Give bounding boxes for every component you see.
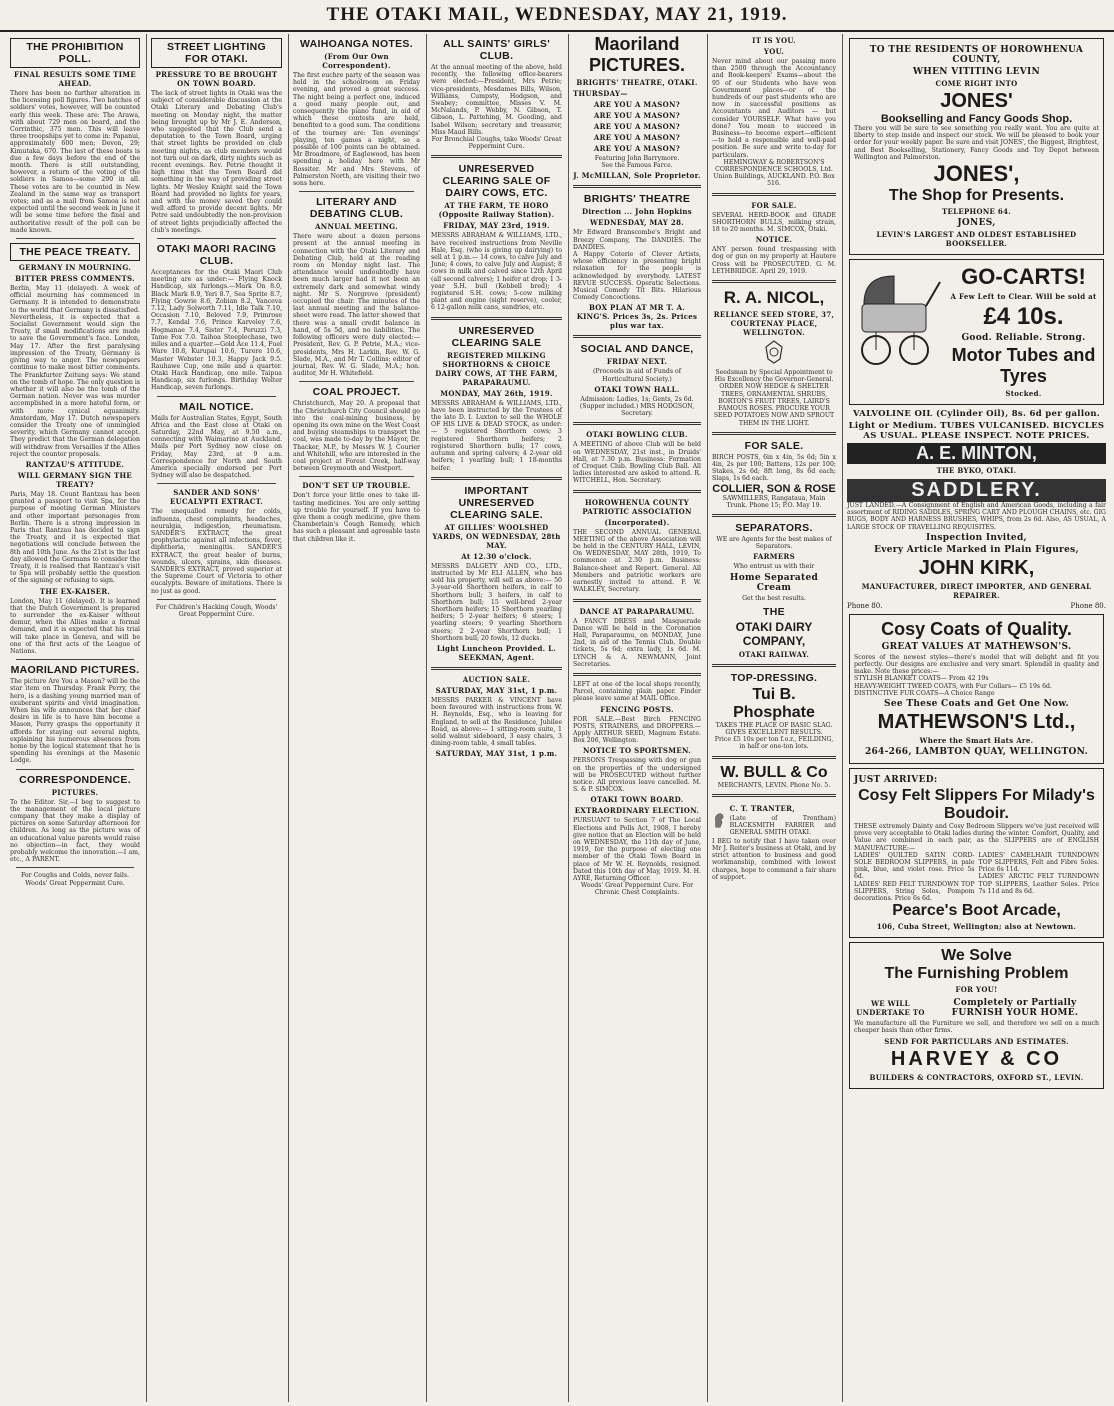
ad-auction-heading: AUCTION SALE. — [462, 674, 531, 684]
column-4 — [426, 34, 566, 1402]
ad-heading: SEPARATORS. — [735, 521, 813, 534]
article-text: Mails for Australian States, Egypt, South Africa and the East close at Otaki on Saturday, 22nd May, at 9.50 a.m., connecting with Waimarino at Auckland. Mails per Port Sydney now close on Friday, May 23rd, at 9 a.m. Correspondence for North and South America specially endorsed per Port Sydney will also be despatched. — [151, 414, 282, 480]
ad-heading: W. BULL & Co — [720, 763, 828, 781]
article-text: Christchurch, May 20. A proposal that the Christchurch City Council should go into the coal-mining business, by opening its own mine on the West Coast and buying steamships to transport the coal, was made to-day by the Mayor, Dr. Thacker, M.P., by Messrs W. J. Courier and Whitehill, who are interested in the coal project at Forest Creek, half-way between Greymouth and Westport. — [293, 400, 420, 473]
ad-text: BIRCH POSTS, 6in x 4in, 5s 6d; 5in x 4in, 2s per 100; Battens, 12s per 100; Stakes, 2s 6d; 8ft long, 8s 6d each; Slaps, 1s 6d each. — [712, 453, 836, 483]
ad-text: There you will be sure to see something you really want. You are quite at liberty to step inside and inspect our stock. We will be pleased to book your order for your weekly paper. Be sure and visit JONES', the Biggest, Brightest, and Best Bookselling, Stationery, Fancy Goods and Toy Depot between Wellington and Palmerston. — [854, 125, 1099, 161]
ad-date: SATURDAY, MAY 31st, 1 p.m. — [435, 749, 558, 759]
ad-text: HEMINGWAY & ROBERTSON'S CORRESPONDENCE SCHOOLS, Ltd. Union Buildings, AUCKLAND. P.O. Box 516. — [713, 158, 835, 188]
ad-heading: Tui B. Phosphate — [733, 685, 815, 721]
headline-mail-notice: MAIL NOTICE. — [179, 400, 254, 413]
ad-film-title: ARE YOU A MASON? — [593, 133, 681, 142]
pram-icon — [854, 264, 944, 374]
headline-peace-treaty: THE PEACE TREATY. — [10, 243, 140, 261]
ad-date: WEDNESDAY, MAY 28. — [589, 218, 685, 228]
ad-heading: The Shop for Presents. — [888, 187, 1065, 205]
ad-text: LADIES' ARCTIC FELT TURNDOWN TOP SLIPPERS, Leather Soles. Price 7s 11d and 8s 6d. — [978, 873, 1099, 895]
article-text: Don't force your little ones to take ill-tasting medicines. You are only setting up trouble for yourself. If you have to give them a cough medicine, give them Chamberlain's Cough Remedy, which has such a pleasant and agreeable taste that children like it. — [293, 492, 420, 543]
article-text: Berlin, May 11 (delayed). A week of official mourning has commenced in Germany. It is intended to demonstrate to the world that Germany is dissatisfied. Nevertheless, it is expected that a Socialist Government would sign the Treaty, if small modifications are made to save the Government's face. London, May 17. After the first paralysing impression of the Treaty, Germany is giving way to anger. The newspapers continue to make most bitter comments. The Frankfurter Zeitung says: We stand on the tomb of hope. The only question is whether it will also be the tomb of the German nation. Never was was murder accomplished in a more hateful form, or with more cynical equanimity. Amsterdam, May 17. Dutch newspapers consider the Treaty one of unmingled severity, which Germany cannot accept. They predict that the German delegation will withdraw from Versailles if the Allies reject the counter proposals. — [10, 285, 141, 458]
ad-text: FOR YOU! — [955, 985, 998, 995]
divider — [157, 238, 276, 239]
ad-film-title: ARE YOU A MASON? — [593, 111, 681, 120]
ad-text: Where the Smart Hats Are. — [919, 736, 1034, 746]
article-text: London, May 11 (delayed). It is learned that the Dutch Government is prepared to surrender the ex-Kaiser without demur, when the Allies make a formal demand, and it is expected that his trial will take place in Geneva, and will be one of the first acts of the League of Nations. — [10, 597, 140, 655]
divider — [573, 335, 701, 338]
column-5 — [568, 34, 705, 1402]
ad-heading: JONES' — [940, 90, 1013, 112]
divider — [157, 396, 276, 397]
ad-date: SATURDAY, MAY 31st, 1 p.m. — [435, 685, 558, 695]
ad-heading: DANCE AT PARAPARAUMU. — [579, 606, 695, 616]
ad-text: SEND FOR PARTICULARS AND ESTIMATES. — [884, 1036, 1069, 1046]
ad-jones — [849, 38, 1104, 255]
ad-text: JONES, — [957, 218, 996, 229]
ad-heading: Cosy Felt Slippers For Milady's Boudoir. — [858, 787, 1095, 823]
ad-text: SEVERAL HERD-BOOK and GRADE SHORTHORN BULLS, milking strain, 18 to 20 months. M. SIMCOX, Otaki. — [712, 211, 836, 234]
ad-text: Who entrust us with their — [733, 563, 815, 571]
ad-text: Featuring John Barrymore. — [594, 155, 680, 162]
article-text: To the Editor. Sir,—I beg to suggest to the management of the local picture company that they make a display of pictures on some Saturday afternoon for children. As long as the picture was of an educational value parents would raise no objection—in fact, they would probably welcome the innovation.—I am, etc., A PARENT. — [10, 798, 140, 864]
ad-text: THESE extremely Dainty and Cosy Bedroom Slippers we've just received will prove very acceptable to Otaki ladies during the winter. Comfort, Quality, and Value are combined in each pair, as the SLIPPERS are of ENGLISH MANUFACTURE:— — [854, 823, 1099, 852]
ad-price: £4 10s. — [983, 303, 1064, 331]
divider — [573, 490, 701, 493]
divider — [712, 280, 836, 283]
column-7 — [842, 34, 1110, 1402]
ad-heading: COLLIER, SON & ROSE — [712, 482, 836, 495]
ad-heading: HARVEY & CO — [890, 1047, 1063, 1070]
ad-text: Admission: Ladies, 1s; Gents, 2s 6d. (Supper included.) MRS HODGSON, Secretary. — [579, 395, 695, 418]
ad-heading: THE — [763, 605, 785, 618]
ad-heading: Bookselling and Fancy Goods Shop. — [880, 113, 1073, 125]
ad-date: FRIDAY, MAY 23rd, 1919. — [443, 221, 550, 231]
ad-heading: The Furnishing Problem — [884, 965, 1069, 983]
article-text: There has been no further alteration in the licensing poll figures. Two batches of soldiers' votes, however, will be counted early this week. These are: The Arawa, with about 729 men on board, and the Corrinthic, 375 men. This will leave three troopships yet to come in: Papanui, approximately 600 men; Devon, 29; Kimutaka, 670. The last of these boats is due a few days before the end of the month. There is still outstanding, however, a return of the voting of the soldiers in Samoa—some 290 in all. These votes are to be counted in New Zealand in the same way as transport votes; and as a mail from Samoa is not expected until the second week in June it will be some time before the final and authoritative result of the poll can be made known. — [10, 90, 140, 234]
ad-text: OTAKI TOWN HALL. — [594, 384, 680, 394]
divider — [712, 514, 836, 517]
ad-text: PURSUANT to Section 7 of The Local Elections and Polls Act, 1908, I hereby give notice that an Election will be held on WEDNESDAY, the 11th day of June, 1919, for the purpose of electing one member of the Otaki Town Board in place of Mr W. H. Reynolds, resigned. Dated this 10th day of May, 1919. M. H. AYRE, Returning Officer. — [573, 817, 701, 882]
ad-mathewsons — [849, 614, 1104, 764]
ad-text: Get the best results. — [742, 594, 806, 602]
ad-text: LADIES' RED FELT TURNDOWN TOP SLIPPERS, String Soles, Pompom decorations. Price 6s 6d. — [854, 880, 975, 903]
ad-text: Completely or Partially FURNISH YOUR HOME. — [951, 998, 1079, 1019]
ad-text: BRIGHTS' THEATRE, OTAKI. — [576, 78, 698, 87]
ad-heading: PICTURES. — [588, 55, 685, 75]
ad-film-title: ARE YOU A MASON? — [593, 144, 681, 153]
ad-heading: EXTRAORDINARY ELECTION. — [574, 806, 700, 816]
ad-text: 106, Cuba Street, Wellington; also at Newtown. — [876, 922, 1077, 932]
ad-text: A MEETING of above Club will be held on WEDNESDAY, 21st inst., in Druids' Hall, at 7.30 p.m. Business: Formation of Croquet Club. Bowling Club Ball. All ladies interested are asked to attend. R. WITCHELL, Hon. Secretary. — [573, 441, 701, 485]
ad-heading: A. E. MINTON, — [847, 443, 1106, 464]
ad-text: VALVOLINE OIL (Cylinder Oil), 8s. 6d per gallon. — [852, 409, 1101, 420]
ad-text: AT THE FARM, TE HORO (Opposite Railway Station). — [438, 201, 555, 220]
ad-text: Inspection Invited, — [926, 532, 1027, 543]
subhead: RANTZAU'S ATTITUDE. — [25, 459, 125, 469]
headline-literary-club: LITERARY AND DEBATING CLUB. — [309, 196, 404, 221]
subhead: (From Our Own Correspondent). — [322, 52, 391, 70]
ad-text: JUST ARRIVED: — [854, 775, 938, 786]
article-text: Acceptances for the Otaki Maori Club meeting are as under:— Flying Knock Handicap, six furlongs.—Mark On 8.0, Black Mark 8.9, Yeri 8.7, Sea Sprite 8.7, Flying Gowrie 8.6, Zobian 8.2, Vanceva 7.12, Lady Solworth 7.11, Idle Talk 7.10, Occasion 7.10, Beloved 7.9, Primrose 7.7, Kendal 7.6, Prince Karveley 7.6, Hogmanae 7.4, Sister 7.4, Peruzzi 7.3, Tame Fox 7.0. Taihoa Steeplechase, two miles and a quarter.—Gold Ace 11.4, Fuel Ware 10.8, Kurupai 10.6, Turere 10.6, Master Webster 10.3, Happy Jack 9.5. Rauhawe Cup, one mile and a quarter. Otaki Hack Handicap, one mile. Taipua Handicap, six furlongs. Birthday Welter Handicap, seven furlongs. — [151, 269, 282, 392]
ad-text: We manufacture all the Furniture we sell, and therefore we sell on a much cheaper basis than other firms. — [854, 1020, 1099, 1035]
ad-text: Light or Medium. TUBES VULCANISED. BICYCLES AS USUAL. PLEASE INSPECT. NOTE PRICES. — [848, 421, 1105, 442]
ad-text: HEAVY-WEIGHT TWEED COATS, with Fur Collars— £5 19s 6d. — [854, 682, 1052, 690]
headline-coal-project: COAL PROJECT. — [312, 386, 401, 399]
ad-heading: OTAKI BOWLING CLUB. — [586, 430, 688, 440]
ad-heading: We Solve — [941, 947, 1012, 965]
horse-head-icon — [712, 802, 726, 838]
ad-heading: SOCIAL AND DANCE, — [580, 343, 694, 356]
ad-text: LEVIN'S LARGEST AND OLDEST ESTABLISHED BOOKSELLER. — [876, 230, 1077, 249]
ad-text: FRIDAY NEXT. — [606, 357, 668, 367]
masthead-title: THE OTAKI MAIL, WEDNESDAY, MAY 21, 1919. — [326, 4, 788, 25]
ad-heading: NOTICE TO SPORTSMEN. — [583, 746, 691, 756]
footer-note: For Coughs and Colds, never fails. Woods' Great Peppermint Cure. — [20, 872, 130, 887]
ad-text: COME RIGHT INTO — [935, 79, 1018, 88]
subhead: PRESSURE TO BE BROUGHT ON TOWN BOARD. — [155, 70, 278, 88]
ad-date: MONDAY, MAY 26th, 1919. — [440, 388, 553, 398]
ad-text: JUST LANDED.—A Consignment of English and American Goods, including a fair assortment of RIDING SADDLES, SPRING CART AND PLOUGH CHAINS, etc. GIG RUGS, BODY AND HARNESS BRUSHES, WHIPS, from 2s 6d. Also, AS USUAL, A LARGE STOCK OF TRAVELLING REQUISITES. — [847, 502, 1106, 531]
ad-text: GREAT VALUES AT MATHEWSON'S. — [881, 641, 1072, 652]
headline-girls-club: ALL SAINTS' GIRLS' CLUB. — [442, 38, 551, 62]
subhead: DON'T SET UP TROUBLE. — [302, 481, 411, 491]
ad-text: See the Famous Farce. — [601, 162, 673, 170]
ad-text: Phone 80. — [847, 601, 883, 610]
article-text: The picture Are You a Mason? will be the star item on Thursday. Frank Perry, the hero, is a dashing young married man of exuberant spirits and vivid imagination. When his wife announces that her chief desire in life is to have him become a Mason, Perry grasps the opportunity it affords for staying out several nights, explaining his numerous absences from home by the logical statement that he is spending his evenings at the Masonic Lodge. — [10, 678, 140, 765]
ad-heading: FOR SALE. — [744, 439, 804, 452]
ad-text: BOX PLAN AT MR T. A. KING'S. Prices 3s, 2s. Prices plus war tax. — [576, 303, 698, 331]
ad-text: LEFT at one of the local shops recently, Parcel, containing plain paper. Finder please leave same at MAIL Office. — [573, 680, 701, 703]
divider — [157, 599, 276, 600]
headline-waihoanga: WAIHOANGA NOTES. — [300, 38, 413, 50]
ad-heading: Pearce's Boot Arcade, — [892, 902, 1061, 920]
ad-text: ANY person found trespassing with dog or gun on my property at Hautere Cross will be PROSECUTED. G. M. LETHBRIDGE. April 29, 1919. — [712, 246, 836, 275]
ad-heading: C. T. TRANTER, — [729, 803, 795, 813]
ad-furnish-row — [854, 996, 1099, 1020]
ad-heading: Cosy Coats of Quality. — [881, 618, 1072, 639]
ad-text: MANUFACTURER, DIRECT IMPORTER, AND GENERAL REPAIRER. — [861, 581, 1092, 600]
ad-text: MESSRS PARKER & VINCENT have been favoured with instructions from W. H. Reynolds, Esq., who is leaving for England, to sell at the Residence, Jubilee Road, as above:— 1 sitting-room suite, 1 solid walnut sideboard, 3 easy chairs, 3 dining-room table, 4 small tables. — [431, 696, 562, 748]
article-text: Paris, May 18. Count Rantzau has been granted a passport to visit Spa, for the purpose of meeting German Ministers and other important personages from Berlin. There is a strong impression in Paris that Rantzau has decided to sign the Treaty, and it is expected that negotiations will conclude between the 8th and 10th June. As the 21st is the last day allowed the Germans to consider the Treaty, it is realised that Rantzau's visit to Spa will probably settle the question of the signing or refusing to sign. — [10, 490, 140, 585]
column-3 — [288, 34, 424, 1402]
ad-heading: Motor Tubes and Tyres — [951, 345, 1096, 387]
ad-text: Seedsman by Special Appointment to His Excellency the Governor-General. ORDER NOW HEDGE & SHELTER TREES, ORNAMENTAL SHRUBS, BORTON'S FRUIT TREES, LAIRD'S FAMOUS ROSES. PROCURE YOUR SEED POTATOES NOW AND SPROUT THEM IN THE LIGHT. — [713, 369, 835, 427]
ad-heading: BRIGHTS' THEATRE — [583, 193, 691, 206]
ad-text: LADIES' CAMELHAIR TURNDOWN TOP SLIPPERS, Felt and Fibre Soles. Price 6s 11d. — [978, 851, 1099, 874]
ad-text: OTAKI RAILWAY. — [738, 649, 810, 659]
ad-text: (Late of Trentham) BLACKSMITH FARRIER and GENERAL SMITH OTAKI. — [729, 814, 836, 837]
ad-film-title: ARE YOU A MASON? — [593, 122, 681, 131]
ad-heading: IT IS YOU. — [752, 36, 796, 45]
ad-text: J. McMILLAN, Sole Proprietor. — [573, 171, 701, 181]
footer-note: For Bronchial Coughs, take Woods' Great Peppermint Cure. — [431, 136, 562, 151]
ad-text: Direction ... John Hopkins — [581, 207, 693, 217]
ad-text: LADIES' QUILTED SATIN CORD-SOLE BEDROOM SLIPPERS, in pale pink, blue, and violet rose. Price 5s 6d. — [854, 851, 975, 881]
ad-text: WE are Agents for the best makes of Separators. — [716, 535, 832, 551]
divider — [299, 381, 414, 382]
ad-text: Price £5 10s per ton f.o.r., FEILDING, in half or one-ton lots. — [714, 736, 834, 751]
ad-heading: FENCING POSTS. — [600, 704, 674, 714]
ad-text: DISTINCTIVE FUR COATS—A Choice Range — [854, 689, 995, 697]
divider — [299, 191, 414, 192]
ad-text: AT GILLIES' WOOLSHED YARDS, ON WEDNESDAY, 28th MAY. — [432, 522, 561, 550]
article-text: The first euchre party of the season was held in the schoolroom on Friday evening, and proved a great success. The night being a perfect one, induced a good many people out, and consequently the piano fund, in aid of which these contests are held, benefited to a good sum. The conditions of the tourney are: Ten evenings' playing, ten games a night, so a possible of 100 points can be obtained. Mr Broadmore, of Eaglewood, has been spending a holiday here with Mr Rossiter. Mr and Mrs Stevens, of Palmerston North, are visiting their two sons here. — [293, 72, 420, 188]
divider — [431, 477, 562, 480]
divider — [573, 599, 701, 602]
divider — [712, 794, 836, 797]
ad-text: FARMERS — [753, 552, 795, 562]
ad-text: THE BYKO, OTAKI. — [936, 466, 1017, 476]
ad-text: TO THE RESIDENTS OF HOROWHENUA COUNTY, — [869, 45, 1084, 65]
ad-text: PERSONS Trespassing with dog or gun on the properties of the undersigned will be PROSECUTED without further notice. All previous leave cancelled. M. S. & P. SIMCOX. — [573, 757, 701, 794]
divider — [431, 155, 562, 158]
divider — [299, 476, 414, 477]
subhead: SANDER AND SONS' EUCALYPTI EXTRACT. — [169, 488, 264, 507]
divider — [712, 193, 836, 196]
ad-text: BUILDERS & CONTRACTORS, OXFORD ST., LEVIN. — [869, 1072, 1084, 1082]
divider — [712, 664, 836, 667]
ad-text: RELIANCE SEED STORE, 37, COURTENAY PLACE, WELLINGTON. — [713, 310, 835, 338]
article-text: There were about a dozen persons present at the annual meeting in connection with the Otaki Literary and Debating Club, held at the reading room on Monday night last. The attendance would undoubtedly have been much larger had it not been an extremely dark and somewhat windy night. Mr S. Norgrove (president) occupied the chair. The minutes of the last annual meeting and the balance-sheet were read. The latter showed that there was a small credit balance in hand, of 5s 5d, and no liabilities. The following officers were duly elected:—President, Rev. G. P. Petrie, M.A.; vice-presidents, Mrs H. Larkin, Rev. W. G. Slade, M.A., and Mr T. Collins; editor of journal, Rev. W. G. Slade, M.A.; hon. auditor, Mr H. Whitefield. — [293, 233, 420, 378]
ad-text: See These Coats and Get One Now. — [884, 699, 1069, 710]
ad-slipper-grid — [854, 852, 1099, 902]
ad-text: Home Separated Cream — [729, 572, 819, 593]
ad-text: TELEPHONE 64. — [941, 207, 1012, 217]
column-1 — [6, 34, 144, 1402]
article-text: The lack of street lights in Otaki was the subject of considerable discussion at the Otaki Literary and Debating Club's meeting on Monday night, the matter being brought up by Mr J. E. Anderson, who suggested that the Club send a deputation to the Town Board, urging that street lights be provided on club meeting nights, as club members would not turn out on dark, dirty nights such as recent evenings. Rev. Petrie thought it high time that the Town Board did something in the way of providing street lights. Mr Wesley Knight said the Town Board had provided no lights for years, and with the money saved they could well afford to provide decent lights. Mr Petre said undoubtedly the non-provision of street lights prejudicially affected the club's meetings. — [151, 90, 282, 234]
ad-film-title: ARE YOU A MASON? — [593, 100, 681, 109]
ad-text: Never mind about our passing more than 2500 through the Accountancy and Book-keepers' Exams—about the 95 of our Students who have won Government places—or of the hundreds of our past students who are now in successful positions as Accountants and Auditors — but consider YOURSELF. What have you done? You mean to succeed in Business—to become expert—efficient—to hold a responsible and well-paid position. Be sure and write to-day for particulars. — [712, 58, 836, 159]
ad-pearces — [849, 768, 1104, 938]
ad-text: Mr Edward Branscombe's Bright and Breezy Company, The DANDIES. The DANDIES. — [573, 229, 701, 251]
divider — [16, 867, 134, 868]
divider — [573, 422, 701, 425]
ad-heading: YOU. — [763, 47, 785, 56]
ad-heading: JOHN KIRK, — [918, 556, 1035, 579]
ad-maoriland-pictures — [573, 34, 701, 180]
ad-text: MESSRS ABRAHAM & WILLIAMS, LTD., have received instructions from Neville Hale, Esq. (who is giving up dairying) to sell at 1 p.m.— 14 cows, to calve July and June; 4 cows, to calve July and August; 8 cows in milk and calved since 12th April (all second calvers); 1 heifer at drop; 1 3-year S.H. bull (Kebbell bred); 4 registered S.H. cows; 5-cow milking plant and engine (sight reserve), cooler, 6 12-gallon milk cans, sundries, etc. — [431, 232, 562, 312]
ad-text: WHEN VITITING LEVIN — [912, 67, 1041, 77]
subhead: BITTER PRESS COMMENTS. — [15, 274, 135, 284]
headline-maoriland: MAORILAND PICTURES. — [10, 664, 140, 677]
subhead: WILL GERMANY SIGN THE TREATY? — [17, 470, 133, 489]
masthead — [0, 0, 1114, 32]
divider — [16, 659, 134, 660]
ad-heading: FOR SALE. — [751, 200, 797, 210]
subhead: FINAL RESULTS SOME TIME AHEAD. — [14, 70, 136, 88]
ad-heading: MATHEWSON'S Ltd., — [877, 711, 1076, 734]
ad-date: At 12.30 o'clock. — [461, 551, 532, 561]
ad-harvey — [849, 942, 1104, 1088]
ad-clearing-sale-heading: UNRESERVED CLEARING SALE OF DAIRY COWS, ETC. — [442, 163, 551, 200]
ad-heading: JONES', — [933, 161, 1020, 187]
ad-text: (Proceeds in aid of Funds of Horticultural Society.) — [592, 368, 682, 383]
ad-text: STYLISH BLANKET COATS— From 42 19s — [854, 675, 989, 683]
ad-text: 264-266, LAMBTON QUAY, WELLINGTON. — [864, 747, 1089, 758]
crest-icon — [712, 339, 836, 369]
divider — [573, 185, 701, 188]
column-6 — [707, 34, 840, 1402]
article-text: At the annual meeting of the above, held recently, the following office-bearers were elected:—President, Mrs Petrie; vice-presidents, Mesdames Bills, Wilson, Williams, Cumpsty, Hodgson, and Swabey; committee, Misses V. M. McNalands, P. Webby, N. Gibson, T. Gibson, L. Pattehing, M. Gooding, and Isabel Wilson; secretary and treasurer, Miss Maud Bills. — [431, 64, 562, 136]
ad-tranter — [712, 802, 836, 838]
ad-text: SAWMILLERS, Rangataua, Main Trunk. Phone 15; P.O. May 19. — [722, 494, 826, 509]
ad-text: MESSRS DALGETY AND CO., LTD., instructed by Mr ELI ALLEN, who has sold his property, will sell as above:— 50 3-year-old Shorthorn heifers, in calf to Shorthorn bull; 3 heifers, in calf to Shorthorn bull; 15 well-bred 2-year Shorthorn heifers; 15 Shorthorn yearling heifers; 5 2-year heifers; 6 steers; 1 yearling steers; 9 yearling Shorthorn steers; 2 2-year Shorthorn bull; 1 Shorthorn bull; 20 fowls, 12 ducks. — [431, 562, 562, 642]
ad-text: MESSRS ABRAHAM & WILLIAMS, LTD., have been instructed by the Trustees of the late D. I. Luxton to sell the WHOLE OF HIS LIVE & DEAD STOCK, as under:— 5 registered Shorthorn cows; 3 registered Shorthorn heifers; 2 registered Shorthorn bulls; 17 cows, autumn and spring calvers; 4 2-year old heifers; 1 yearling bull; 1 18-months heifer. — [431, 399, 562, 472]
ad-clearing-sale-heading: UNRESERVED CLEARING SALE — [451, 324, 542, 349]
ad-heading: TOP-DRESSING. — [730, 671, 818, 684]
divider — [712, 432, 836, 435]
footer-note: For Children's Hacking Cough, Woods' Great Peppermint Cure. — [155, 603, 278, 618]
ad-text: MERCHANTS, LEVIN. Phone No. 5. — [717, 781, 831, 789]
article-text: The unequalled remedy for colds, influenza, chest complaints, headaches, neuralgia, indigestion, rheumatism. SANDER'S EXTRACT, the great prophylactic against all infections, fever, diphtheria, meningitis. SANDER'S EXTRACT, the great healer of burns, wounds, ulcers, sprains, skin diseases. SANDER'S EXTRACT, proved superior at the Supreme Court of Victoria to other eucalypts. Beware of imitations. There is no just as good. — [151, 508, 282, 595]
ad-text: Every Article Marked in Plain Figures, — [874, 544, 1079, 555]
ad-text: THE SECOND ANNUAL GENERAL MEETING of the above Association will be held in the CENTURY HALL, LEVIN, On WEDNESDAY, MAY 28th, 1919, To commence at 2.30 p.m. Business: Balance-sheet and Report. General. All Members and patriotic workers are earnestly invited to attend. F. W. WALKLEY, Secretary. — [573, 528, 701, 594]
ad-heading: R. A. NICOL, — [723, 288, 825, 308]
ad-heading: Maoriland — [594, 34, 680, 54]
ad-clearing-sale-heading: IMPORTANT UNRESERVED CLEARING SALE. — [450, 484, 543, 521]
ad-heading: NOTICE. — [755, 235, 793, 245]
ad-heading: OTAKI DAIRY COMPANY, — [735, 619, 813, 648]
ad-text: A Few Left to Clear. Will be sold at — [950, 292, 1097, 302]
headline-correspondence: CORRESPONDENCE. — [19, 773, 131, 786]
ad-text: WE WILL UNDERTAKE TO — [856, 999, 925, 1018]
footer-note: Woods' Great Peppermint Cure. For Chronic Chest Complaints. — [580, 882, 694, 897]
ad-heading: SADDLERY. — [847, 479, 1106, 502]
subhead: GERMANY IN MOURNING. — [18, 263, 132, 273]
ad-text: (Incorporated). — [604, 517, 670, 527]
divider — [712, 756, 836, 759]
subhead: PICTURES. — [51, 787, 99, 797]
ad-text: Stocked. — [1005, 389, 1042, 399]
headline-street-lighting: STREET LIGHTING FOR OTAKI. — [151, 38, 282, 68]
divider — [16, 769, 134, 770]
ad-minton — [849, 259, 1104, 405]
subhead: ANNUAL MEETING. — [315, 222, 398, 232]
ad-text: REGISTERED MILKING SHORTHORNS & CHOICE DAIRY COWS, AT THE FARM, PARAPARAUMU. — [435, 350, 558, 387]
ad-heading: HOROWHENUA COUNTY PATRIOTIC ASSOCIATION — [582, 497, 692, 516]
divider — [157, 483, 276, 484]
ad-phone-row — [847, 602, 1106, 610]
ad-text: TAKES THE PLACE OF BASIC SLAG. GIVES EXCELLENT RESULTS. — [715, 721, 833, 736]
ad-text: Light Luncheon Provided. L. SEEKMAN, Agent. — [436, 643, 557, 662]
ad-text: A FANCY DRESS and Masquerade Dance will be held in the Coronation Hall, Paraparaumu, on MONDAY, June 2nd, in aid of the Tennis Club. Double tickets, 5s 6d; extra lady, 1s 6d. M. LYNCH & A. NEWMANN, Joint Secretaries. — [573, 617, 701, 668]
subhead: THE EX-KAISER. — [39, 586, 111, 596]
ad-text: I BEG to notify that I have taken over Mr J. Reiter's business at Otaki, and by strict attention to business and good workmanship, combined with lowest charges, hope to command a fair share of support. — [712, 837, 836, 881]
column-2 — [146, 34, 286, 1402]
ad-text: Good. Reliable. Strong. — [961, 333, 1086, 344]
ad-text: A Happy Coterie of Clever Artists, whose efficiency in presenting bright relaxation for the people is acknowledged by everybody. LATEST REVUE SUCCESS. Operatic Selections. Musical Comedy Tit Bits. Hilarious Comedy Concoctions. — [573, 251, 701, 302]
divider — [16, 238, 134, 239]
ad-text: THURSDAY— — [573, 89, 628, 98]
divider — [431, 317, 562, 320]
ad-text: FOR SALE.—Best Birch FENCING POSTS, STRAINERS, and DROPPERS.—Apply ARTHUR SEED, Magnum Estate. Box 206, Wellington. — [573, 715, 701, 745]
divider — [573, 673, 701, 676]
ad-heading: GO-CARTS! — [961, 264, 1086, 290]
ad-text: Phone 80. — [1070, 601, 1106, 610]
headline-racing-club: OTAKI MAORI RACING CLUB. — [156, 243, 277, 268]
ad-heading: OTAKI TOWN BOARD. — [590, 795, 684, 805]
ad-text: Scores of the newest styles—there's model that will delight and fit you perfectly. Our designs are exclusive and very smart. Splendid in quality and make. Note these prices:— — [854, 653, 1099, 676]
headline-prohibition: THE PROHIBITION POLL. — [10, 38, 140, 68]
divider — [431, 667, 562, 670]
